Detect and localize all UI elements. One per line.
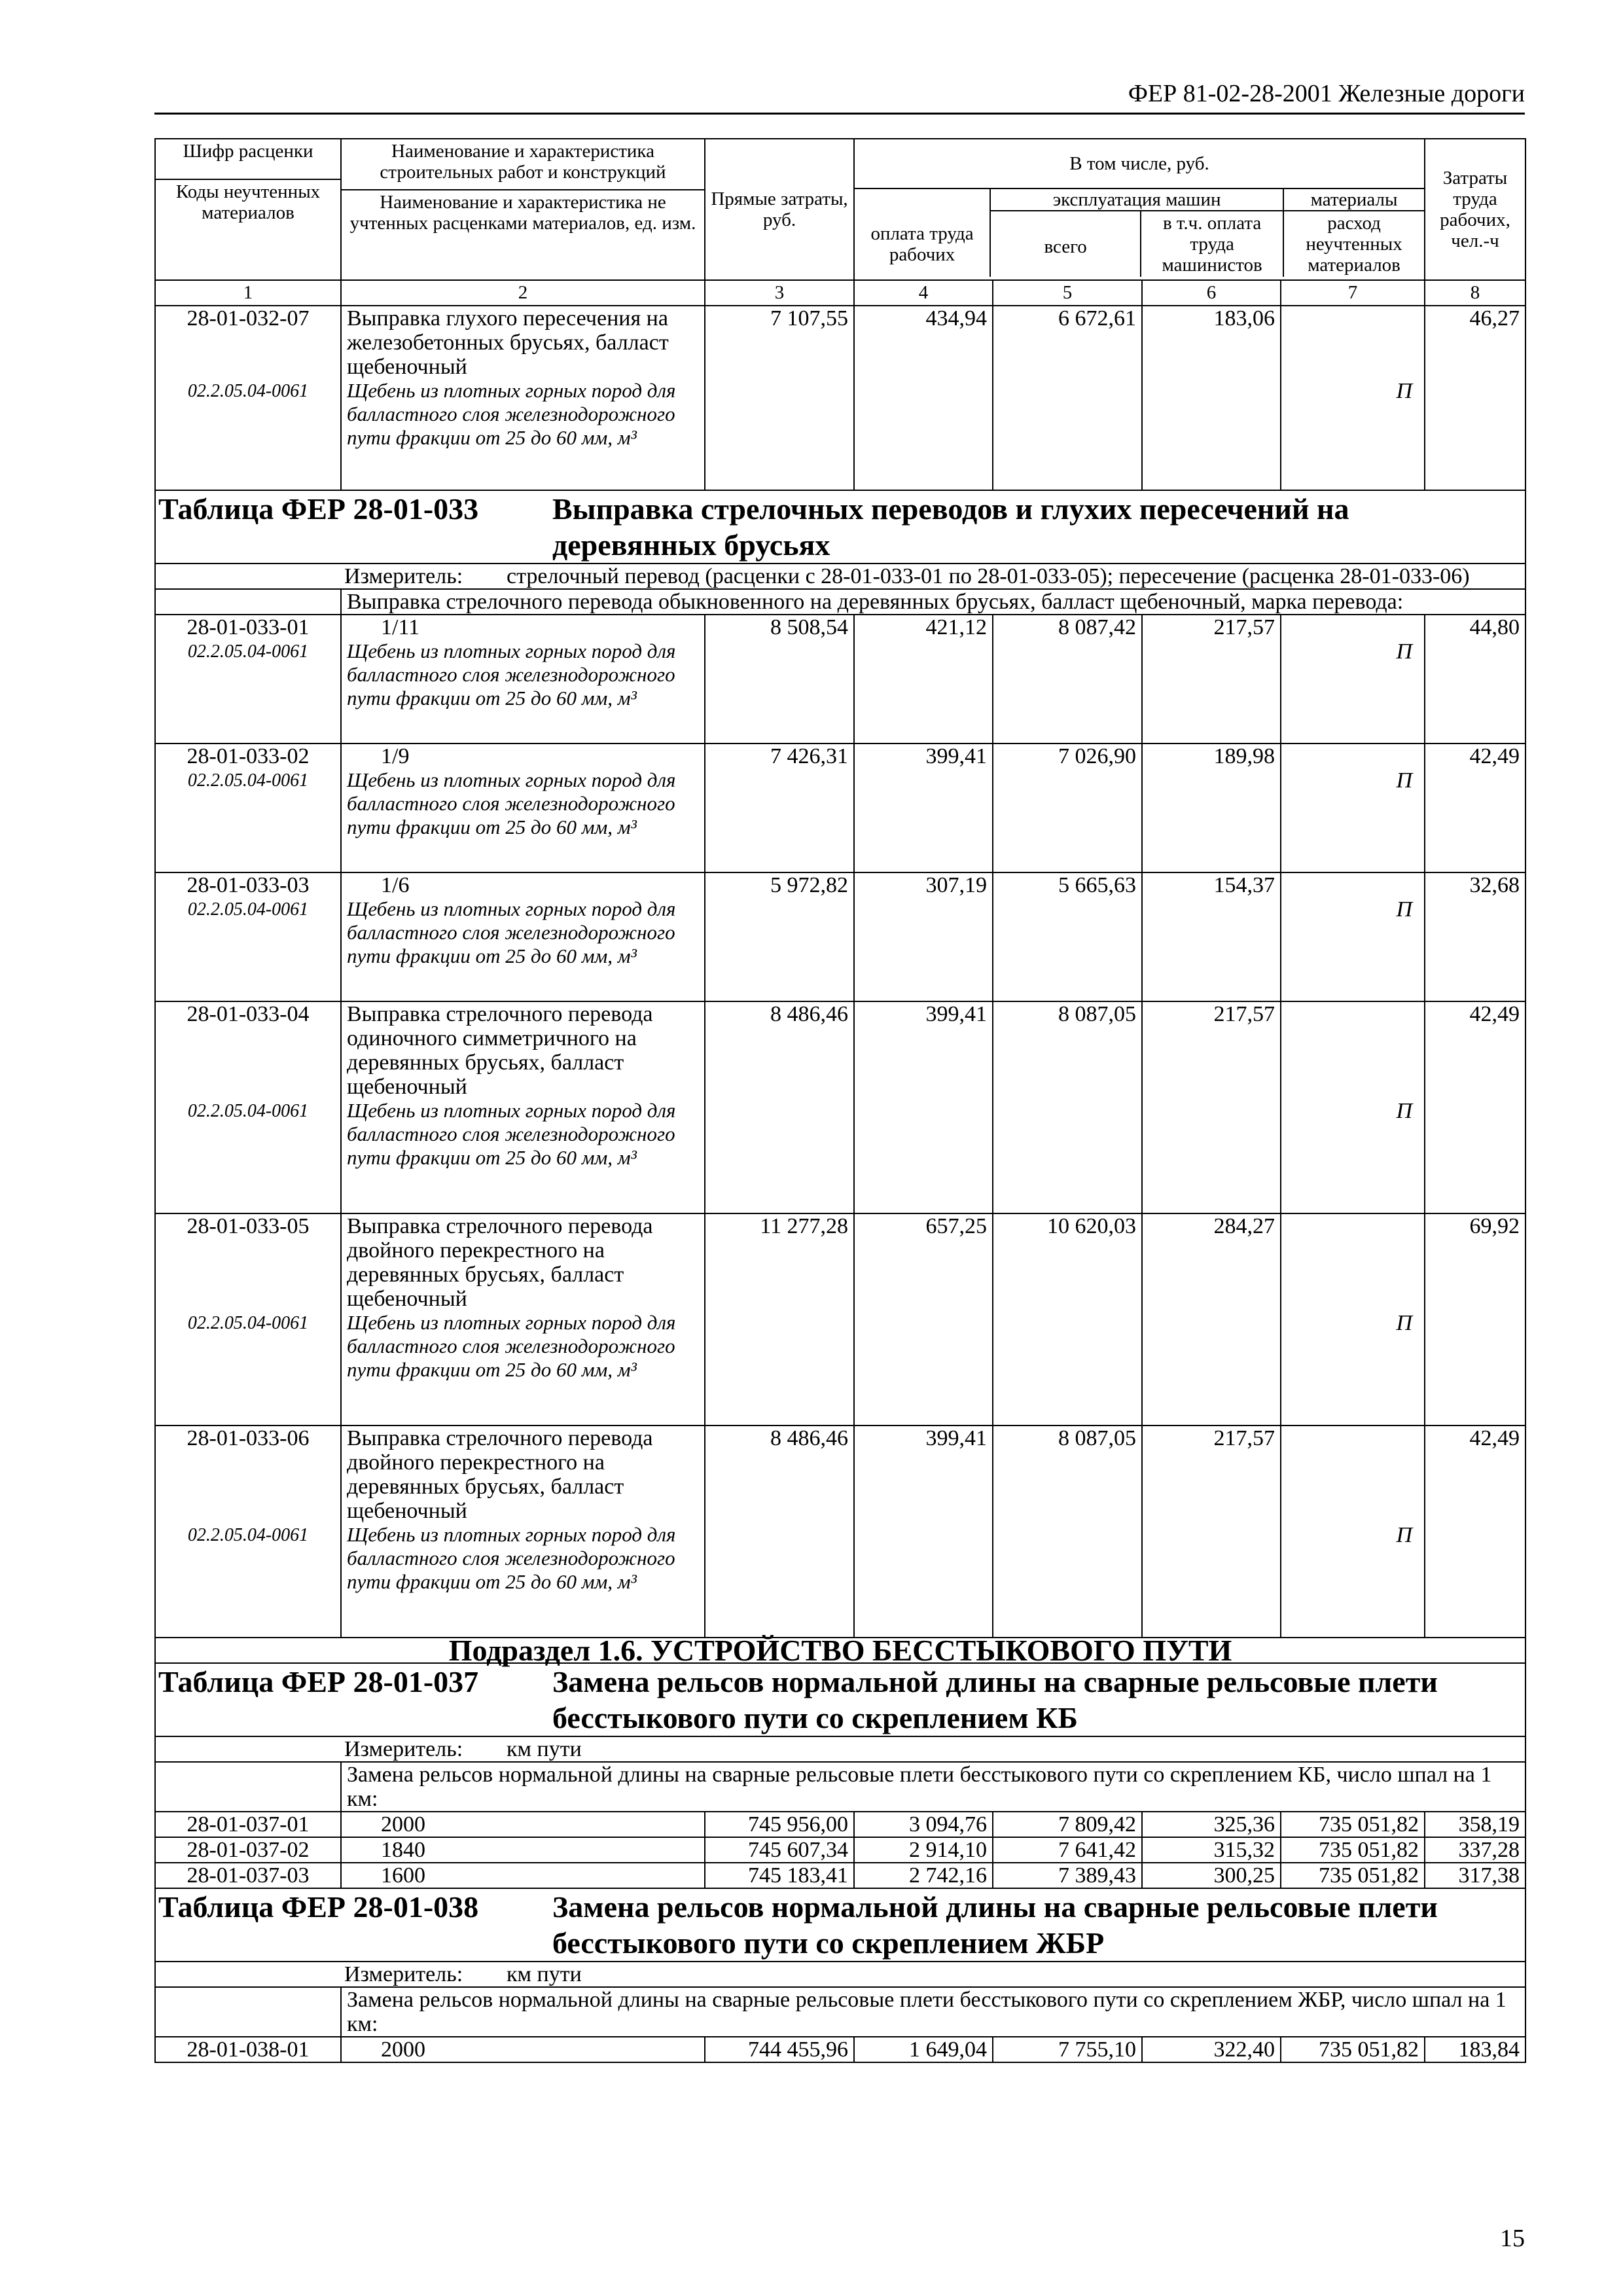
wages: 399,41 (854, 1001, 993, 1213)
rate-name: 2000 (341, 1812, 705, 1837)
material-name: Щебень из плотных горных пород для балластного слоя железнодорожного пути фракции от 25 до 60 мм, м³ (347, 1311, 676, 1381)
table-037-label: Таблица ФЕР 28-01-037 (158, 1665, 479, 1698)
materials-cell (1281, 872, 1425, 1001)
table-037-heading (155, 1663, 1525, 1736)
rate-code: 28-01-033-05 (187, 1214, 310, 1238)
colnum-3: 3 (705, 280, 854, 306)
labor: 183,84 (1425, 2037, 1525, 2062)
measure-value: км пути (507, 1737, 582, 1761)
labor: 69,92 (1425, 1213, 1525, 1426)
rate-name-cell (341, 744, 705, 872)
labor: 44,80 (1425, 615, 1525, 744)
machines-wages: 315,32 (1142, 1837, 1281, 1863)
header-code-cell (155, 139, 341, 280)
material-code: 02.2.05.04-0061 (187, 1101, 309, 1121)
rate-code: 28-01-033-03 (187, 873, 310, 897)
header-row (155, 139, 1525, 280)
header-materials-sub: расход неучтенных материалов (1306, 213, 1402, 276)
header-unaccounted-name: Наименование и характеристика не учтенных расценками материалов, ед. изм. (342, 189, 704, 235)
wages: 3 094,76 (854, 1812, 993, 1837)
rate-name: Выправка глухого пересечения на железобетонных брусьях, балласт щебеночный (347, 306, 669, 379)
labor: 42,49 (1425, 1001, 1525, 1213)
material-code: 02.2.05.04-0061 (187, 770, 309, 791)
rate-name: 1840 (341, 1837, 705, 1863)
direct-costs: 5 972,82 (705, 872, 854, 1001)
material-name: Щебень из плотных горных пород для балластного слоя железнодорожного пути фракции от 25 до 60 мм, м³ (347, 768, 676, 838)
rate-code: 28-01-038-01 (155, 2037, 341, 2062)
rate-name-cell (341, 1001, 705, 1213)
material-code: 02.2.05.04-0061 (187, 899, 309, 920)
direct-costs: 745 956,00 (705, 1812, 854, 1837)
column-numbers-row (155, 280, 1525, 306)
labor: 337,28 (1425, 1837, 1525, 1863)
running-header (154, 77, 1525, 115)
rate-name: Выправка стрелочного перевода двойного перекрестного на деревянных брусьях, балласт щебеночный (347, 1214, 653, 1311)
table-038-title: Замена рельсов нормальной длины на сварные рельсовые плети бесстыкового пути со скреплением ЖБР (552, 1890, 1438, 1960)
header-unaccounted-code: Коды неучтенных материалов (156, 179, 340, 224)
material-code: 02.2.05.04-0061 (187, 641, 309, 662)
group-title: Замена рельсов нормальной длины на сварные рельсовые плети бесстыкового пути со скреплением КБ, число шпал на 1 км: (341, 1762, 1525, 1812)
table-row (155, 1837, 1525, 1863)
materials-cell (1281, 1213, 1425, 1426)
material-qty: П (1396, 639, 1412, 664)
header-labor: Затраты труда рабочих, чел.-ч (1425, 139, 1525, 280)
material-code: 02.2.05.04-0061 (187, 1525, 309, 1545)
rate-code-cell (155, 1426, 341, 1638)
colnum-8: 8 (1425, 280, 1525, 306)
rate-name: Выправка стрелочного перевода одиночного симметричного на деревянных брусьях, балласт щебеночный (347, 1002, 653, 1099)
machines-total: 5 665,63 (993, 872, 1142, 1001)
machines-total: 7 026,90 (993, 744, 1142, 872)
machines-wages: 217,57 (1142, 615, 1281, 744)
machines-wages: 325,36 (1142, 1812, 1281, 1837)
table-row (155, 1812, 1525, 1837)
measure-value: стрелочный перевод (расценки с 28-01-033-01 по 28-01-033-05); пересечение (расценка 28-01-033-06) (507, 564, 1470, 588)
machines-wages: 154,37 (1142, 872, 1281, 1001)
rate-name: 1/9 (381, 744, 410, 768)
measure-label: Измеритель: (344, 1962, 463, 1986)
machines-wages: 300,25 (1142, 1863, 1281, 1888)
machines-total: 7 389,43 (993, 1863, 1142, 1888)
machines-total: 8 087,05 (993, 1001, 1142, 1213)
header-direct-costs: Прямые затраты, руб. (705, 139, 854, 280)
header-incl: В том числе, руб. (1069, 153, 1209, 174)
direct-costs: 744 455,96 (705, 2037, 854, 2062)
rate-name-cell (341, 615, 705, 744)
table-row (155, 1426, 1525, 1638)
measure-label: Измеритель: (344, 564, 463, 588)
table-038-measure (155, 1962, 1525, 1987)
wages: 434,94 (854, 306, 993, 490)
machines-total: 8 087,05 (993, 1426, 1142, 1638)
machines-wages: 217,57 (1142, 1426, 1281, 1638)
table-row (155, 615, 1525, 744)
table-038-group (155, 1987, 1525, 2037)
rate-code-cell (155, 872, 341, 1001)
rate-code: 28-01-032-07 (187, 306, 310, 331)
machines-total: 6 672,61 (993, 306, 1142, 490)
table-033-measure (155, 564, 1525, 589)
table-038-heading (155, 1888, 1525, 1962)
rate-name-cell (341, 872, 705, 1001)
materials: 735 051,82 (1281, 1863, 1425, 1888)
wages: 307,19 (854, 872, 993, 1001)
materials-cell (1281, 615, 1425, 744)
machines-total: 8 087,42 (993, 615, 1142, 744)
wages: 657,25 (854, 1213, 993, 1426)
direct-costs: 7 426,31 (705, 744, 854, 872)
materials-cell (1281, 1426, 1425, 1638)
table-033-group (155, 589, 1525, 615)
material-qty: П (1396, 897, 1412, 922)
material-qty: П (1396, 1099, 1412, 1123)
table-row (155, 1213, 1525, 1426)
header-incl-cell (854, 139, 1425, 280)
direct-costs: 8 508,54 (705, 615, 854, 744)
rate-code: 28-01-033-06 (187, 1426, 310, 1450)
header-machines-wages: в т.ч. оплата труда машинистов (1162, 213, 1262, 276)
machines-total: 7 755,10 (993, 2037, 1142, 2062)
section-title: Подраздел 1.6. УСТРОЙСТВО БЕССТЫКОВОГО ПУТИ (155, 1638, 1525, 1663)
machines-total: 10 620,03 (993, 1213, 1142, 1426)
material-name: Щебень из плотных горных пород для балластного слоя железнодорожного пути фракции от 25 до 60 мм, м³ (347, 379, 676, 449)
rate-name: 2000 (341, 2037, 705, 2062)
colnum-4: 4 (854, 280, 993, 306)
materials: 735 051,82 (1281, 1837, 1425, 1863)
group-empty (155, 1762, 341, 1812)
labor: 32,68 (1425, 872, 1525, 1001)
material-qty: П (1396, 1523, 1412, 1547)
labor: 42,49 (1425, 744, 1525, 872)
table-037-title: Замена рельсов нормальной длины на сварные рельсовые плети бесстыкового пути со скреплением КБ (552, 1665, 1438, 1734)
measure-value: км пути (507, 1962, 582, 1986)
header-name-cell (341, 139, 705, 280)
group-empty (155, 1987, 341, 2037)
rate-name-cell (341, 306, 705, 490)
material-name: Щебень из плотных горных пород для балластного слоя железнодорожного пути фракции от 25 до 60 мм, м³ (347, 1099, 676, 1169)
materials-cell (1281, 306, 1425, 490)
machines-wages: 189,98 (1142, 744, 1281, 872)
table-row (155, 306, 1525, 490)
direct-costs: 7 107,55 (705, 306, 854, 490)
machines-wages: 217,57 (1142, 1001, 1281, 1213)
group-title: Выправка стрелочного перевода обыкновенного на деревянных брусьях, балласт щебеночный, марка перевода: (341, 589, 1525, 615)
measure-label: Измеритель: (344, 1737, 463, 1761)
header-machines-total: всего (991, 211, 1141, 277)
rate-code: 28-01-037-03 (155, 1863, 341, 1888)
materials: 735 051,82 (1281, 1812, 1425, 1837)
rate-code-cell (155, 1213, 341, 1426)
rate-code-cell (155, 615, 341, 744)
rates-table (154, 138, 1526, 2063)
labor: 358,19 (1425, 1812, 1525, 1837)
material-qty: П (1396, 379, 1412, 403)
section-heading (155, 1638, 1525, 1663)
table-row (155, 872, 1525, 1001)
table-038-label: Таблица ФЕР 28-01-038 (158, 1890, 479, 1924)
colnum-5: 5 (993, 280, 1142, 306)
material-qty: П (1396, 768, 1412, 793)
materials-cell (1281, 1001, 1425, 1213)
rate-code: 28-01-033-02 (187, 744, 310, 768)
labor: 317,38 (1425, 1863, 1525, 1888)
material-code: 02.2.05.04-0061 (187, 1313, 309, 1333)
table-033-title: Выправка стрелочных переводов и глухих пересечений на деревянных брусьях (552, 492, 1349, 562)
table-row (155, 1001, 1525, 1213)
header-machines: эксплуатация машин (991, 189, 1283, 211)
wages: 421,12 (854, 615, 993, 744)
direct-costs: 8 486,46 (705, 1001, 854, 1213)
direct-costs: 745 607,34 (705, 1837, 854, 1863)
rate-code: 28-01-033-01 (187, 615, 310, 639)
group-empty (155, 589, 341, 615)
rate-name-cell (341, 1213, 705, 1426)
wages: 1 649,04 (854, 2037, 993, 2062)
colnum-2: 2 (341, 280, 705, 306)
material-name: Щебень из плотных горных пород для балластного слоя железнодорожного пути фракции от 25 до 60 мм, м³ (347, 639, 676, 709)
direct-costs: 8 486,46 (705, 1426, 854, 1638)
colnum-6: 6 (1142, 280, 1281, 306)
wages: 2 742,16 (854, 1863, 993, 1888)
materials-cell (1281, 744, 1425, 872)
rate-name: 1600 (341, 1863, 705, 1888)
colnum-1: 1 (155, 280, 341, 306)
labor: 46,27 (1425, 306, 1525, 490)
table-033-label: Таблица ФЕР 28-01-033 (158, 492, 479, 526)
table-row (155, 744, 1525, 872)
machines-wages: 284,27 (1142, 1213, 1281, 1426)
rate-code: 28-01-037-01 (155, 1812, 341, 1837)
material-name: Щебень из плотных горных пород для балластного слоя железнодорожного пути фракции от 25 до 60 мм, м³ (347, 897, 676, 967)
wages: 2 914,10 (854, 1837, 993, 1863)
header-code: Шифр расценки (183, 141, 313, 162)
rate-code-cell (155, 1001, 341, 1213)
colnum-7: 7 (1281, 280, 1425, 306)
table-037-measure (155, 1736, 1525, 1762)
page-number: 15 (1500, 2225, 1525, 2252)
header-wages: оплата труда рабочих (855, 189, 991, 277)
direct-costs: 11 277,28 (705, 1213, 854, 1426)
rate-name: 1/6 (381, 873, 410, 897)
table-row (155, 1863, 1525, 1888)
machines-wages: 183,06 (1142, 306, 1281, 490)
direct-costs: 745 183,41 (705, 1863, 854, 1888)
labor: 42,49 (1425, 1426, 1525, 1638)
rate-name-cell (341, 1426, 705, 1638)
rate-name: 1/11 (381, 615, 420, 639)
machines-total: 7 641,42 (993, 1837, 1142, 1863)
table-033-heading (155, 490, 1525, 564)
rate-code-cell (155, 306, 341, 490)
table-037-group (155, 1762, 1525, 1812)
machines-total: 7 809,42 (993, 1812, 1142, 1837)
header-materials: материалы (1284, 189, 1424, 211)
material-code: 02.2.05.04-0061 (187, 381, 309, 401)
header-name: Наименование и характеристика строительных работ и конструкций (380, 141, 666, 183)
group-title: Замена рельсов нормальной длины на сварные рельсовые плети бесстыкового пути со скреплением ЖБР, число шпал на 1 км: (341, 1987, 1525, 2037)
rate-code: 28-01-033-04 (187, 1002, 310, 1026)
wages: 399,41 (854, 744, 993, 872)
document-title: ФЕР 81-02-28-2001 Железные дороги (1128, 80, 1525, 107)
rate-code: 28-01-037-02 (155, 1837, 341, 1863)
wages: 399,41 (854, 1426, 993, 1638)
material-qty: П (1396, 1311, 1412, 1335)
rate-code-cell (155, 744, 341, 872)
rate-name: Выправка стрелочного перевода двойного перекрестного на деревянных брусьях, балласт щебеночный (347, 1426, 653, 1523)
materials: 735 051,82 (1281, 2037, 1425, 2062)
machines-wages: 322,40 (1142, 2037, 1281, 2062)
material-name: Щебень из плотных горных пород для балластного слоя железнодорожного пути фракции от 25 до 60 мм, м³ (347, 1523, 676, 1593)
table-row (155, 2037, 1525, 2062)
